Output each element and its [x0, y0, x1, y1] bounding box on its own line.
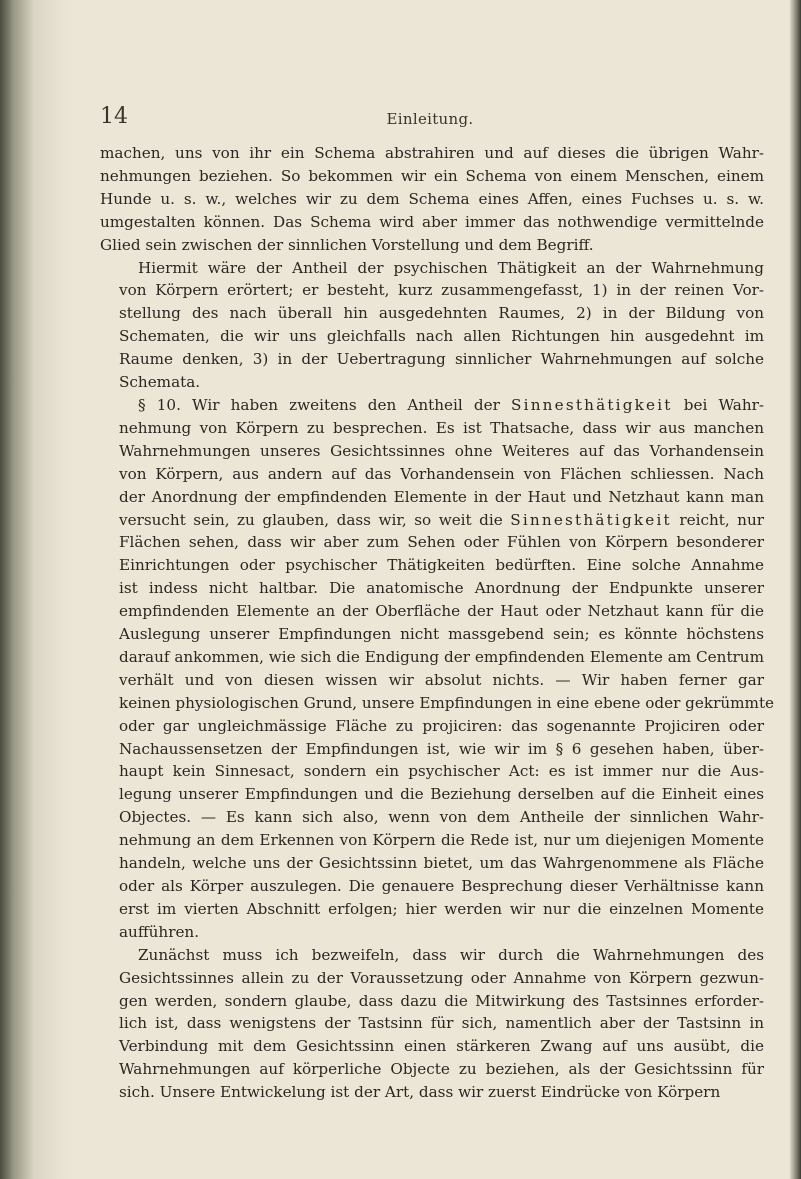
text-line: Zunächst muss ich bezweifeln, dass wir durch die Wahrnehmungen des: [138, 945, 764, 964]
text-line: haupt kein Sinnesact, sondern ein psychischer Act: es ist immer nur die Aus-: [119, 762, 764, 781]
body-text: [100, 142, 775, 1104]
text-line: aufführen.: [119, 922, 200, 941]
text-line: Wahrnehmungen auf körperliche Objecte zu beziehen, als der Gesichtssinn für: [119, 1060, 764, 1079]
text-line: Einrichtungen oder psychischer Thätigkeiten bedürften. Eine solche Annahme: [119, 556, 764, 575]
text-line: versucht sein, zu glauben, dass wir, so weit die Sinnesthätigkeit reicht, nur: [119, 510, 764, 529]
text-line: umgestalten können. Das Schema wird aber immer das nothwendige vermittelnde: [100, 212, 764, 231]
text-line: Wahrnehmungen unseres Gesichtssinnes ohne Weiteres auf das Vorhandensein: [119, 441, 764, 460]
text-line: Objectes. — Es kann sich also, wenn von dem Antheile der sinnlichen Wahr-: [119, 808, 764, 827]
paragraph: [100, 394, 775, 944]
text-line: Hunde u. s. w., welches wir zu dem Schema eines Affen, eines Fuchses u. s. w.: [100, 189, 764, 208]
text-line: Schematen, die wir uns gleichfalls nach allen Richtungen hin ausgedehnt im: [119, 327, 764, 346]
paragraph: [100, 257, 764, 394]
text-line: nehmung von Körpern zu besprechen. Es ist Thatsache, dass wir aus manchen: [119, 418, 764, 437]
text-line: Verbindung mit dem Gesichtssinn einen stärkeren Zwang auf uns ausübt, die: [119, 1037, 764, 1056]
text-line: keinen physiologischen Grund, unsere Empfindungen in eine ebene oder gekrümmte: [119, 693, 775, 712]
page-number: 14: [100, 104, 128, 129]
page-header: [100, 104, 760, 130]
text-line: gen werden, sondern glaube, dass dazu die Mitwirkung des Tastsinnes erforder-: [119, 991, 764, 1010]
running-head: Einleitung.: [386, 110, 474, 128]
text-line: der Anordnung der empfindenden Elemente in der Haut und Netzhaut kann man: [119, 487, 764, 506]
text-line: lich ist, dass wenigstens der Tastsinn für sich, namentlich aber der Tastsinn in: [119, 1014, 764, 1033]
paragraph: [100, 142, 764, 257]
text-line: Raume denken, 3) in der Uebertragung sinnlicher Wahrnehmungen auf solche: [119, 350, 764, 369]
text-line: empfindenden Elemente an der Oberfläche der Haut oder Netzhaut kann für die: [119, 602, 764, 621]
text-line: machen, uns von ihr ein Schema abstrahiren und auf dieses die übrigen Wahr-: [100, 144, 764, 162]
text-line: Glied sein zwischen der sinnlichen Vorstellung und dem Begriff.: [100, 235, 594, 254]
text-line: Hiermit wäre der Antheil der psychischen Thätigkeit an der Wahrnehmung: [138, 258, 764, 277]
text-line: § 10. Wir haben zweitens den Antheil der Sinnesthätigkeit bei Wahr-: [138, 395, 765, 414]
text-line: nehmung an dem Erkennen von Körpern die Rede ist, nur um diejenigen Momente: [119, 831, 764, 850]
text-line: von Körpern, aus andern auf das Vorhandensein von Flächen schliessen. Nach: [119, 464, 764, 483]
text-line: Auslegung unserer Empfindungen nicht massgebend sein; es könnte höchstens: [119, 625, 764, 644]
text-line: oder gar ungleichmässige Fläche zu projiciren: das sogenannte Projiciren oder: [119, 716, 764, 735]
text-line: nehmungen beziehen. So bekommen wir ein Schema von einem Menschen, einem: [100, 166, 764, 185]
paragraph: [100, 944, 764, 1104]
text-line: Schemata.: [119, 373, 201, 392]
emphasized-term: Sinnesthätigkeit: [510, 510, 672, 529]
text-line: oder als Körper auszulegen. Die genauere Besprechung dieser Verhältnisse kann: [119, 877, 764, 895]
text-line: verhält und von diesen wissen wir absolut nichts. — Wir haben ferner gar: [119, 670, 764, 689]
text-line: erst im vierten Abschnitt erfolgen; hier werden wir nur die einzelnen Momente: [119, 899, 764, 918]
text-line: Nachaussensetzen der Empfindungen ist, wie wir im § 6 gesehen haben, über-: [119, 739, 764, 758]
emphasized-term: Sinnesthätigkeit: [511, 395, 673, 414]
text-line: stellung des nach überall hin ausgedehnten Raumes, 2) in der Bildung von: [119, 304, 764, 323]
text-line: handeln, welche uns der Gesichtssinn bietet, um das Wahrgenommene als Fläche: [119, 854, 764, 873]
text-line: Flächen sehen, dass wir aber zum Sehen oder Fühlen von Körpern besonderer: [119, 533, 764, 552]
text-line: Gesichtssinnes allein zu der Voraussetzung oder Annahme von Körpern gezwun-: [119, 968, 764, 987]
text-line: darauf ankommen, wie sich die Endigung der empfindenden Elemente am Centrum: [119, 647, 764, 666]
text-line: sich. Unsere Entwickelung ist der Art, dass wir zuerst Eindrücke von Körpern: [119, 1083, 721, 1102]
text-line: ist indess nicht haltbar. Die anatomische Anordnung der Endpunkte unserer: [119, 579, 764, 598]
text-line: von Körpern erörtert; er besteht, kurz zusammengefasst, 1) in der reinen Vor-: [119, 281, 764, 300]
text-line: legung unserer Empfindungen und die Beziehung derselben auf die Einheit eines: [119, 785, 764, 804]
